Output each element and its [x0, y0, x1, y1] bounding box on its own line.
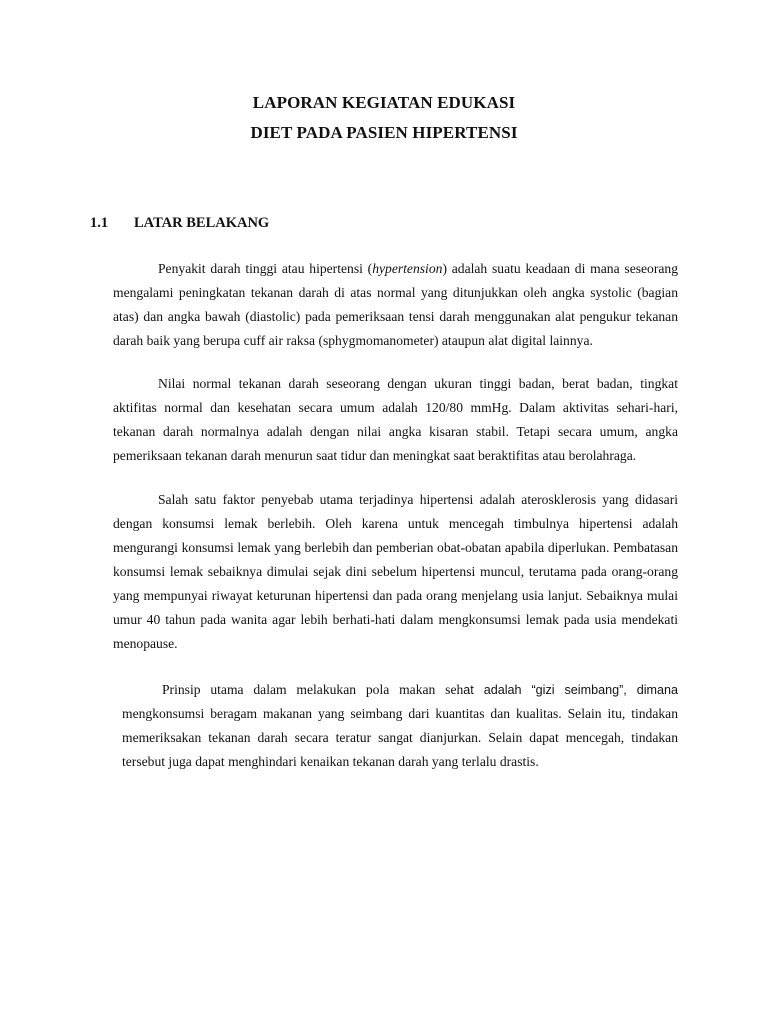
- document-title-line-1: LAPORAN KEGIATAN EDUKASI: [252, 93, 516, 112]
- paragraph-4: [122, 678, 678, 774]
- paragraph-4-text-end: mengkonsumsi beragam makanan yang seimbang dari kuantitas dan kualitas. Selain itu, tindakan memeriksakan tekanan darah secara teratur sangat dianjurkan. Selain dapat mencegah, tindakan tersebut juga dapat menghindari kenaikan tekanan darah yang terlalu drastis.: [122, 706, 678, 769]
- section-number: 1.1: [90, 215, 109, 231]
- paragraph-1-italic-term: hypertension: [372, 261, 443, 276]
- paragraph-4-text-start: Prinsip utama dalam melakukan pola makan seh: [162, 682, 464, 697]
- paragraph-3: Salah satu faktor penyebab utama terjadinya hipertensi adalah aterosklerosis yang didasari dengan konsumsi lemak berlebih. Oleh karena untuk mencegah timbulnya hipertensi adalah mengurangi konsumsi lemak yang berlebih dan pemberian obat-obatan apabila diperlukan. Pembatasan konsumsi lemak sebaiknya dimulai sejak dini sebelum hipertensi muncul, terutama pada orang-orang yang mempunyai riwayat keturunan hipertensi dan pada orang menjelang usia lanjut. Sebaiknya mulai umur 40 tahun pada wanita agar lebih berhati-hati dalam mengkonsumsi lemak pada usia mendekati menopause.: [113, 492, 678, 651]
- paragraph-1-text-end: ) adalah suatu keadaan di mana seseorang mengalami peningkatan tekanan darah di atas normal yang ditunjukkan oleh angka systolic (bagian atas) dan angka bawah (diastolic) pada pemeriksaan tensi darah menggunakan alat pengukur tekanan darah baik yang berupa cuff air raksa (sphygmomanometer) ataupun alat digital lainnya.: [113, 261, 678, 348]
- paragraph-1-text-start: Penyakit darah tinggi atau hipertensi (: [158, 261, 373, 276]
- paragraph-4-sans-fragment: at adalah “gizi seimbang”, dimana: [463, 683, 679, 697]
- paragraph-2: Nilai normal tekanan darah seseorang dengan ukuran tinggi badan, berat badan, tingkat aktifitas normal dan kesehatan secara umum adalah 120/80 mmHg. Dalam aktivitas sehari-hari, tekanan darah normalnya adalah dengan nilai angka kisaran stabil. Tetapi secara umum, angka pemeriksaan tekanan darah menurun saat tidur dan meningkat saat beraktifitas atau berolahraga.: [113, 376, 678, 463]
- section-heading: [90, 215, 269, 232]
- section-title: LATAR BELAKANG: [134, 215, 270, 231]
- paragraph-1: [113, 257, 678, 353]
- document-title-line-2: DIET PADA PASIEN HIPERTENSI: [250, 123, 518, 142]
